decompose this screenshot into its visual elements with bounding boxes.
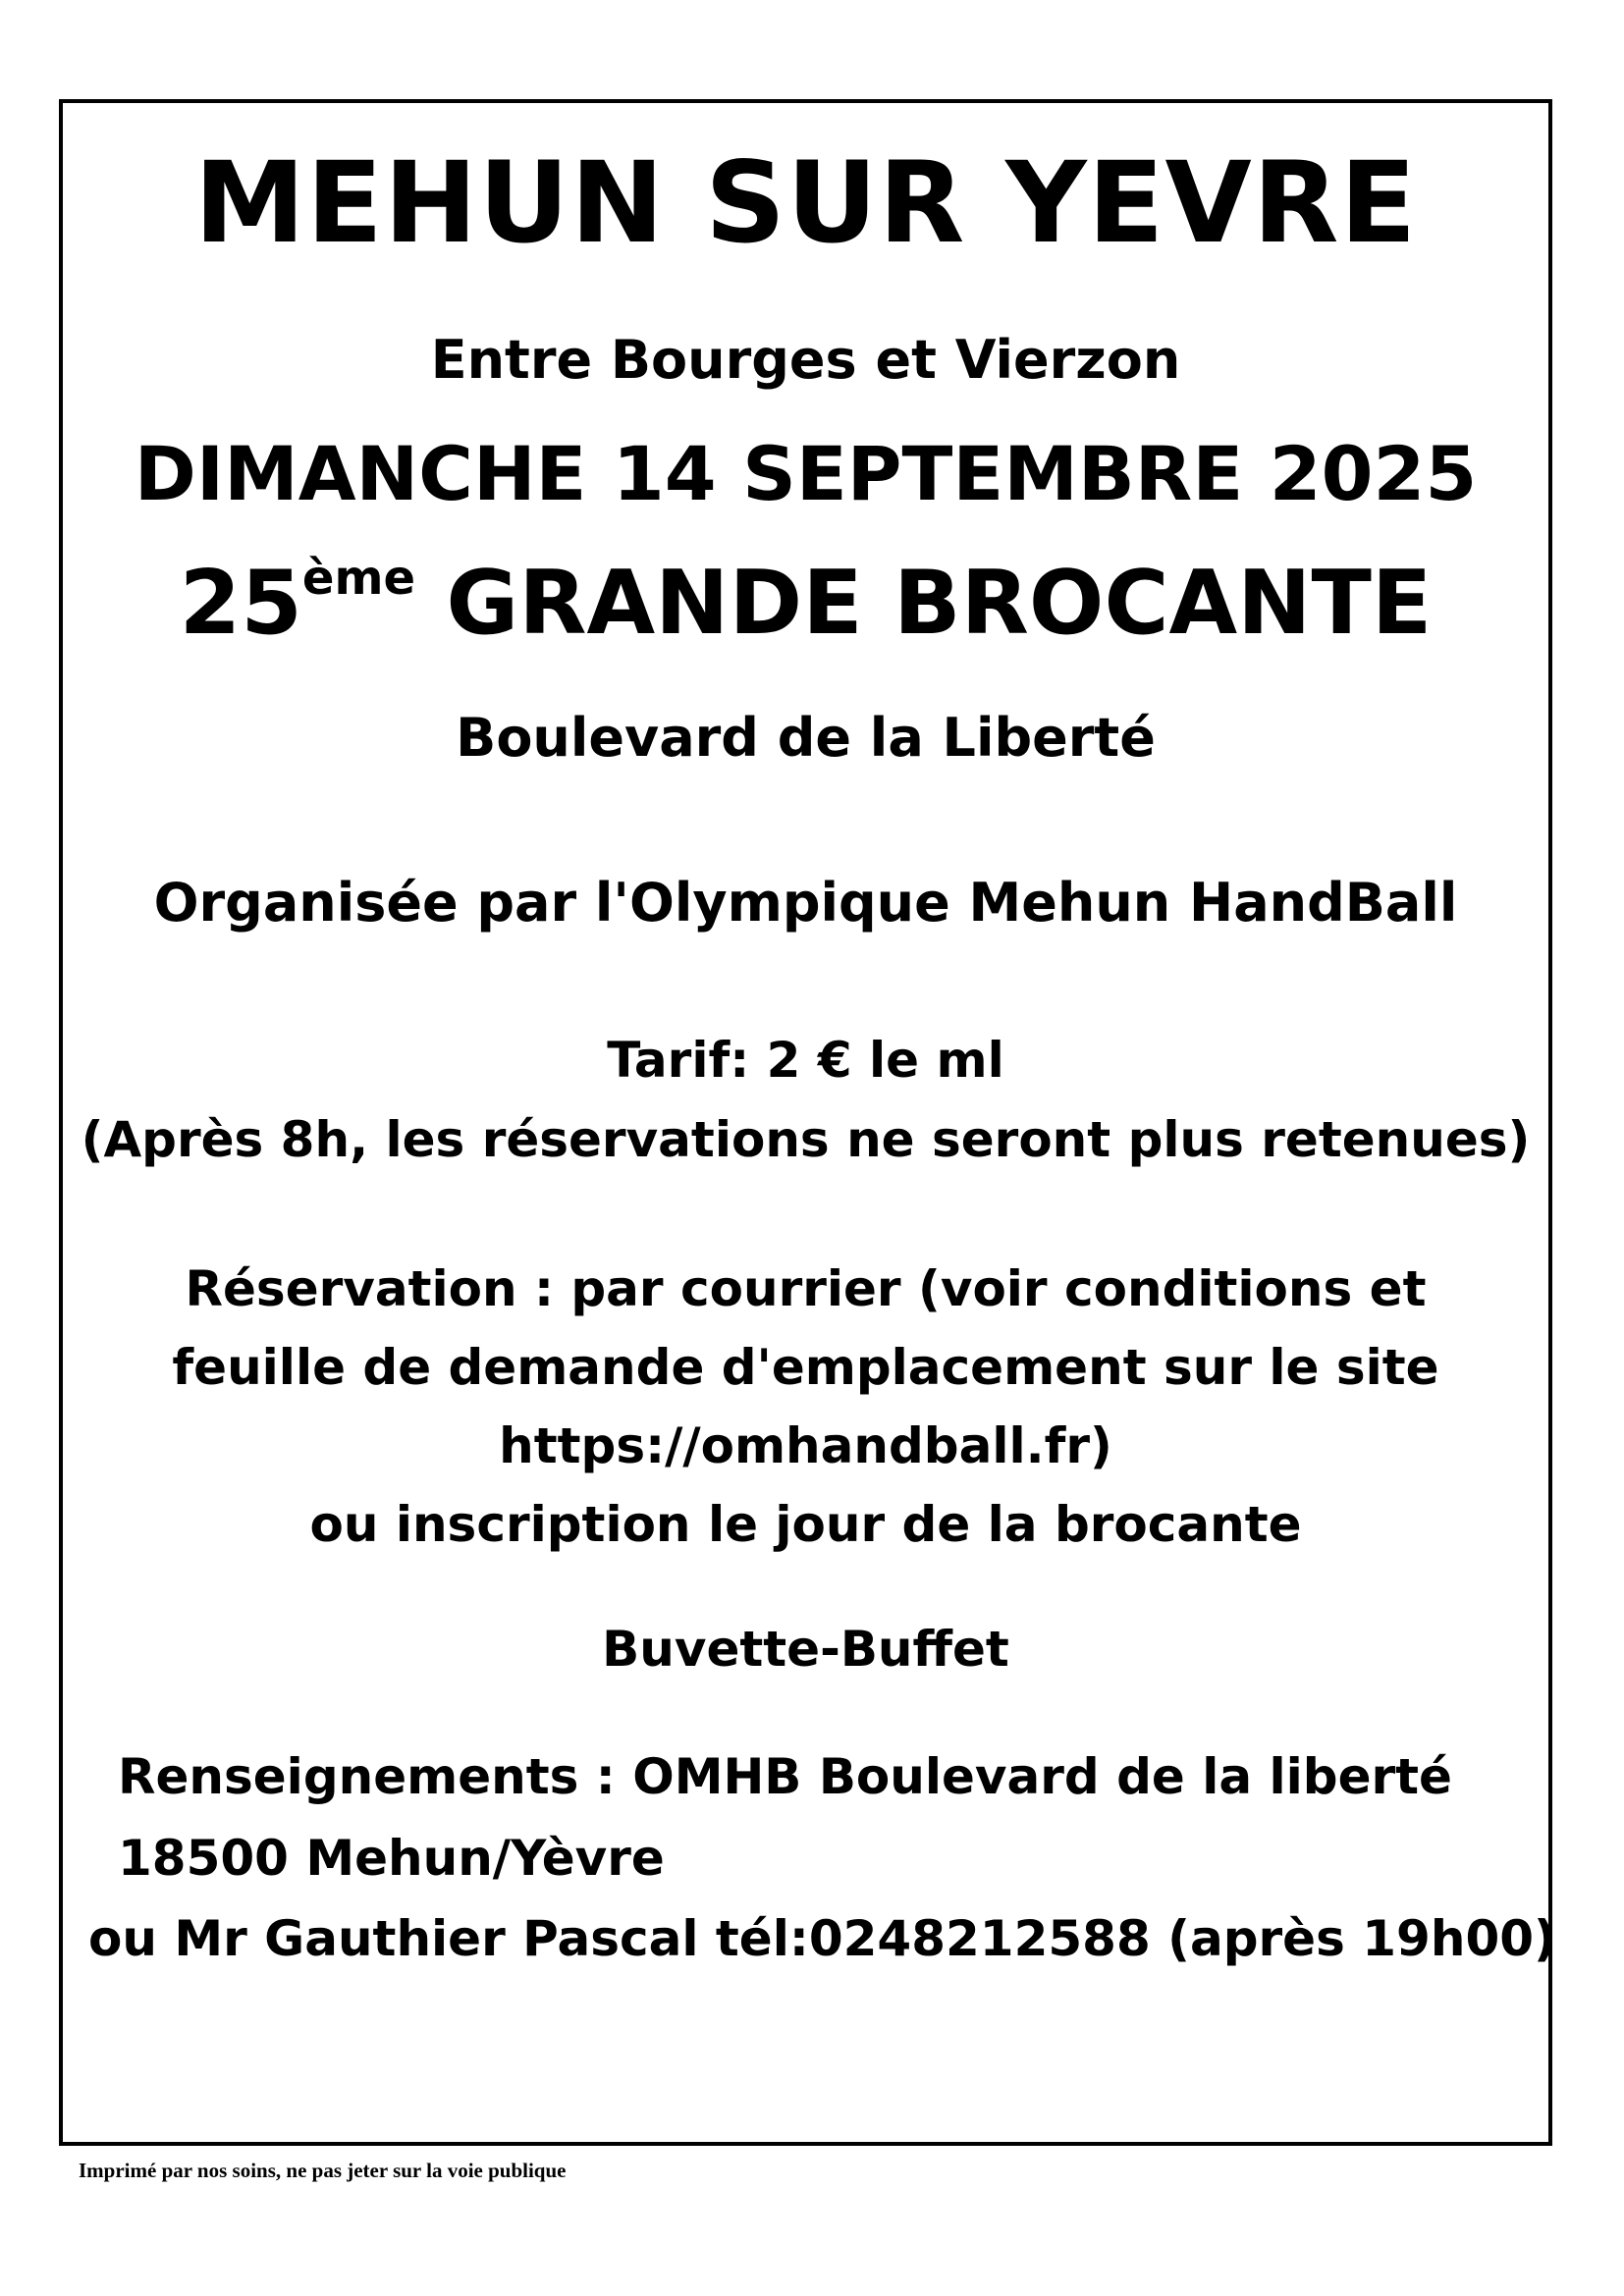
refreshments-text: Buvette-Buffet — [602, 1621, 1009, 1678]
reservation-line: feuille de demande d'emplacement sur le site — [172, 1339, 1439, 1396]
reservation-line: Réservation : par courrier (voir conditions et — [185, 1260, 1427, 1317]
poster-title: MEHUN SUR YEVRE — [193, 137, 1418, 268]
reservation-condition: (Après 8h, les réservations ne seront plus retenues) — [81, 1111, 1531, 1168]
info-contact-line: ou Mr Gauthier Pascal tél:0248212588 (après 19h00) — [88, 1910, 1556, 1967]
event-heading — [59, 551, 1552, 655]
event-venue: Boulevard de la Liberté — [456, 707, 1156, 769]
reservation-line: ou inscription le jour de la brocante — [309, 1496, 1302, 1553]
event-date: DIMANCHE 14 SEPTEMBRE 2025 — [134, 430, 1478, 517]
event-organizer: Organisée par l'Olympique Mehun HandBall — [153, 872, 1458, 934]
event-number-suffix: ème — [301, 551, 416, 606]
footer-note: Imprimé par nos soins, ne pas jeter sur la voie publique — [79, 2159, 567, 2182]
event-number: 25 — [179, 552, 302, 655]
info-line: Renseignements : OMHB Boulevard de la liberté — [118, 1748, 1452, 1805]
poster-subtitle: Entre Bourges et Vierzon — [430, 329, 1181, 391]
info-line: 18500 Mehun/Yèvre — [118, 1830, 665, 1887]
tariff-text: Tarif: 2 € le ml — [607, 1032, 1004, 1089]
reservation-website: https://omhandball.fr) — [499, 1417, 1112, 1474]
event-name: GRANDE BROCANTE — [446, 552, 1433, 655]
